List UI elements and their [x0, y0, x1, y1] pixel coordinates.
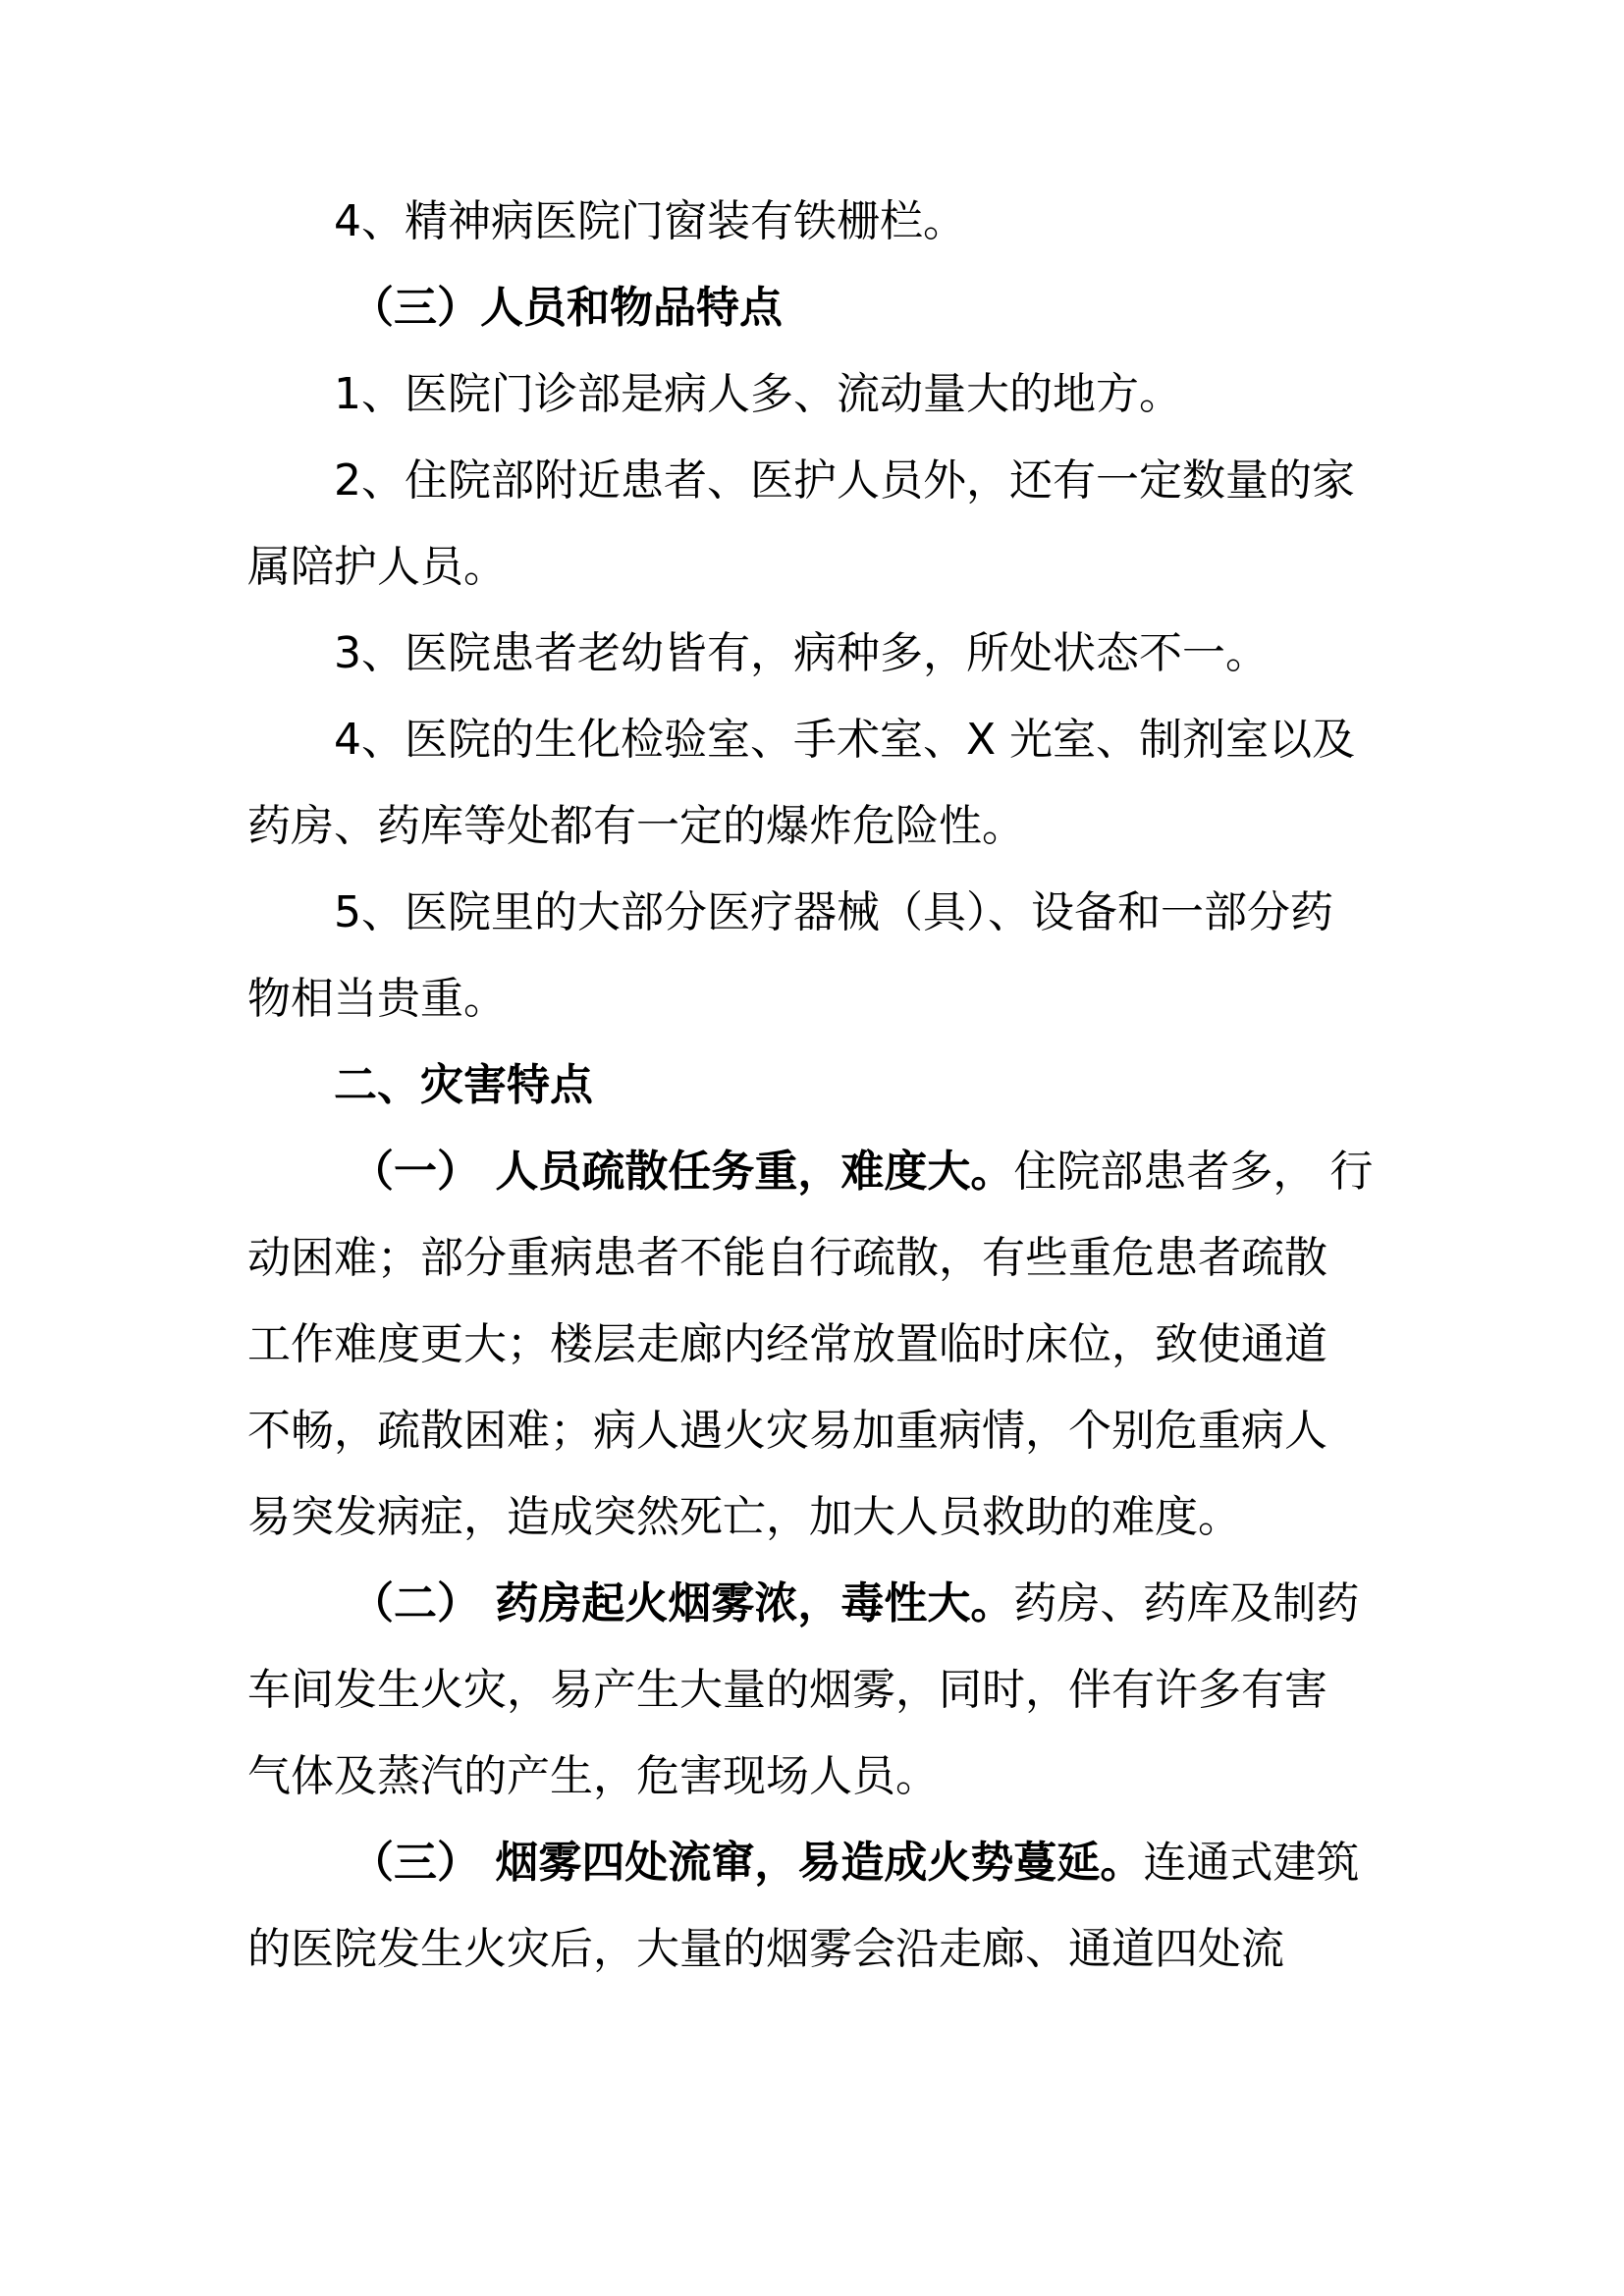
subsection-2-text: 药房、药库及制药	[1013, 1578, 1360, 1629]
subsection-1-title: （一） 人员疏散任务重，难度大。	[351, 1147, 1014, 1197]
subsection-1-line5: 易突发病症，造成突然死亡，加大人员救助的难度。	[247, 1492, 1241, 1542]
paragraph-item-3: 3、医院患者老幼皆有，病种多，所处状态不一。	[334, 628, 1269, 678]
subsection-1-line4: 不畅，疏散困难；病人遇火灾易加重病情，个别危重病人	[247, 1406, 1327, 1456]
subsection-1-line2: 动困难；部分重病患者不能自行疏散，有些重危患者疏散	[247, 1233, 1327, 1283]
subsection-3-title: （三） 烟雾四处流窜，易造成火势蔓延。	[351, 1838, 1144, 1888]
subsection-3-line2: 的医院发生火灾后，大量的烟雾会沿走廊、通道四处流	[247, 1924, 1284, 1974]
subsection-2-line1	[247, 1575, 1359, 1633]
paragraph-item-5-line1: 5、医院里的大部分医疗器械（具）、设备和一部分药	[334, 887, 1333, 937]
paragraph-item-4b-line2: 药房、药库等处都有一定的爆炸危险性。	[247, 801, 1025, 851]
paragraph-item-4: 4、精神病医院门窗装有铁栅栏。	[334, 196, 966, 246]
section-heading-personnel: （三）人员和物品特点	[351, 283, 783, 333]
subsection-2-line2: 车间发生火灾，易产生大量的烟雾，同时，伴有许多有害	[247, 1665, 1327, 1715]
subsection-3-text: 连通式建筑	[1143, 1838, 1360, 1888]
paragraph-item-1: 1、医院门诊部是病人多、流动量大的地方。	[334, 369, 1182, 419]
subsection-1-text: 住院部患者多， 行	[1013, 1147, 1374, 1197]
paragraph-item-2-line2: 属陪护人员。	[247, 542, 507, 592]
paragraph-item-4b-line1: 4、医院的生化检验室、手术室、X 光室、制剂室以及	[334, 715, 1356, 765]
subsection-2-line3: 气体及蒸汽的产生，危害现场人员。	[247, 1751, 939, 1801]
subsection-1-line3: 工作难度更大；楼层走廊内经常放置临时床位，致使通道	[247, 1319, 1327, 1369]
subsection-2-title: （二） 药房起火烟雾浓，毒性大。	[351, 1578, 1014, 1629]
subsection-1-line1	[247, 1143, 1373, 1201]
subsection-3-line1	[247, 1834, 1359, 1893]
section-heading-disaster: 二、灾害特点	[334, 1060, 593, 1110]
paragraph-item-2-line1: 2、住院部附近患者、医护人员外，还有一定数量的家	[334, 455, 1355, 506]
paragraph-item-5-line2: 物相当贵重。	[247, 974, 507, 1024]
